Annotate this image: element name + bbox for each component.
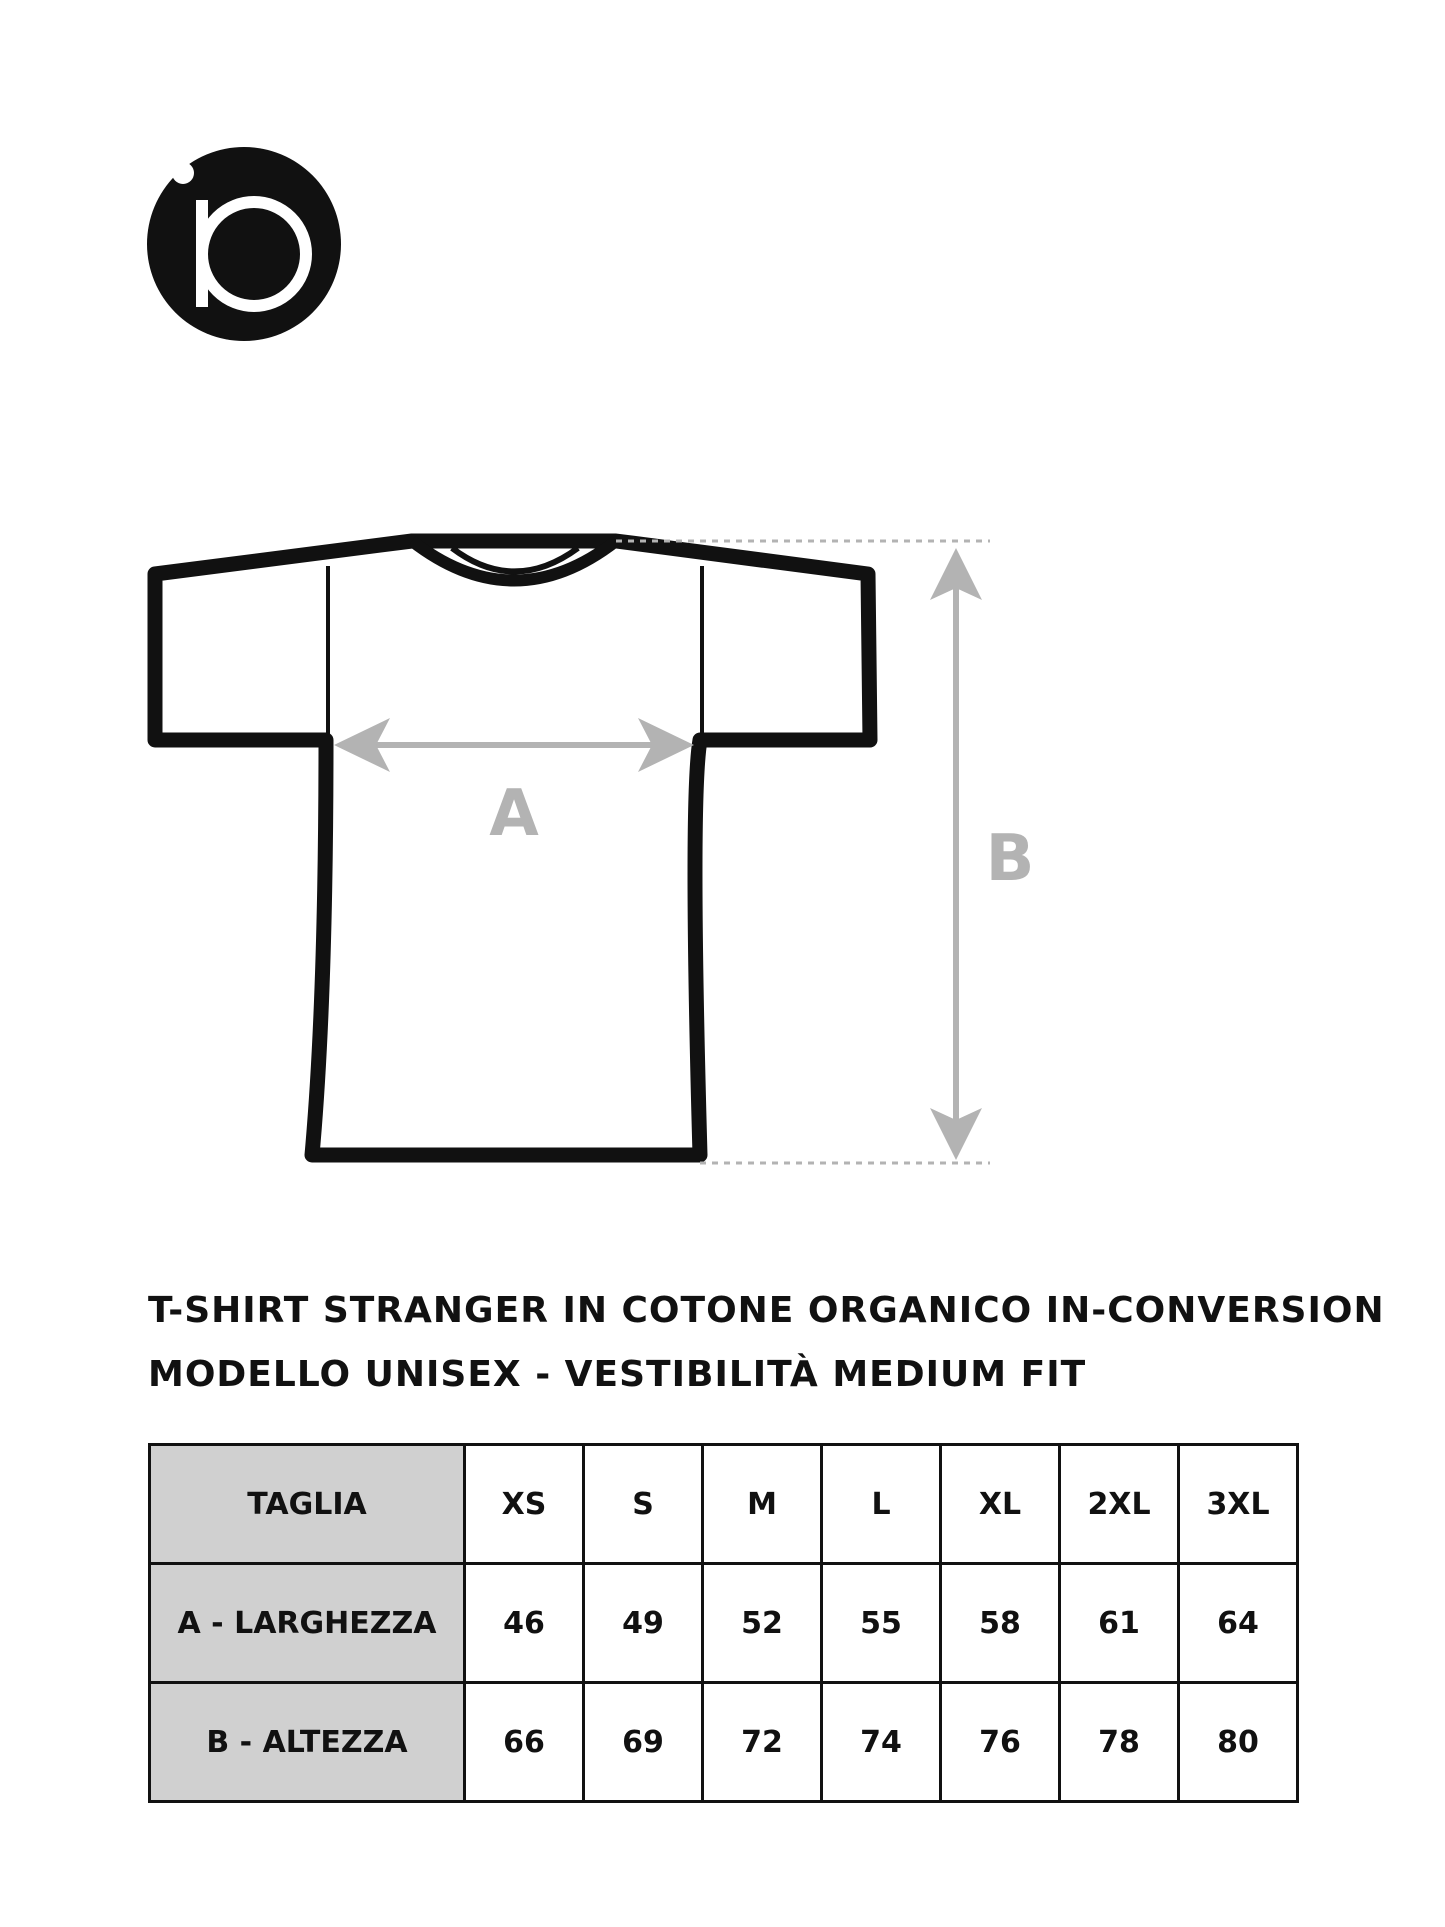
- value-cell: 49: [584, 1564, 703, 1683]
- size-cell: XS: [465, 1445, 584, 1564]
- value-cell: 52: [703, 1564, 822, 1683]
- value-cell: 64: [1179, 1564, 1298, 1683]
- value-cell: 66: [465, 1683, 584, 1802]
- value-cell: 58: [941, 1564, 1060, 1683]
- size-cell: XL: [941, 1445, 1060, 1564]
- size-cell: 3XL: [1179, 1445, 1298, 1564]
- row-label-cell: B - ALTEZZA: [150, 1683, 465, 1802]
- value-cell: 76: [941, 1683, 1060, 1802]
- product-subtitle: MODELLO UNISEX - VESTIBILITÀ MEDIUM FIT: [148, 1354, 1087, 1395]
- value-cell: 78: [1060, 1683, 1179, 1802]
- value-cell: 69: [584, 1683, 703, 1802]
- size-cell: S: [584, 1445, 703, 1564]
- size-table: [148, 1443, 1299, 1803]
- value-cell: 80: [1179, 1683, 1298, 1802]
- value-cell: 46: [465, 1564, 584, 1683]
- size-cell: L: [822, 1445, 941, 1564]
- row-label-cell: A - LARGHEZZA: [150, 1564, 465, 1683]
- measure-a-label: A: [489, 777, 539, 851]
- size-cell: M: [703, 1445, 822, 1564]
- value-cell: 61: [1060, 1564, 1179, 1683]
- value-cell: 74: [822, 1683, 941, 1802]
- header-label-cell: TAGLIA: [150, 1445, 465, 1564]
- table-row: [150, 1445, 1298, 1564]
- table-row: [150, 1683, 1298, 1802]
- product-title: T-SHIRT STRANGER IN COTONE ORGANICO IN-CONVERSION: [148, 1290, 1385, 1331]
- measure-b-label: B: [985, 822, 1035, 896]
- size-cell: 2XL: [1060, 1445, 1179, 1564]
- table-row: [150, 1564, 1298, 1683]
- value-cell: 55: [822, 1564, 941, 1683]
- value-cell: 72: [703, 1683, 822, 1802]
